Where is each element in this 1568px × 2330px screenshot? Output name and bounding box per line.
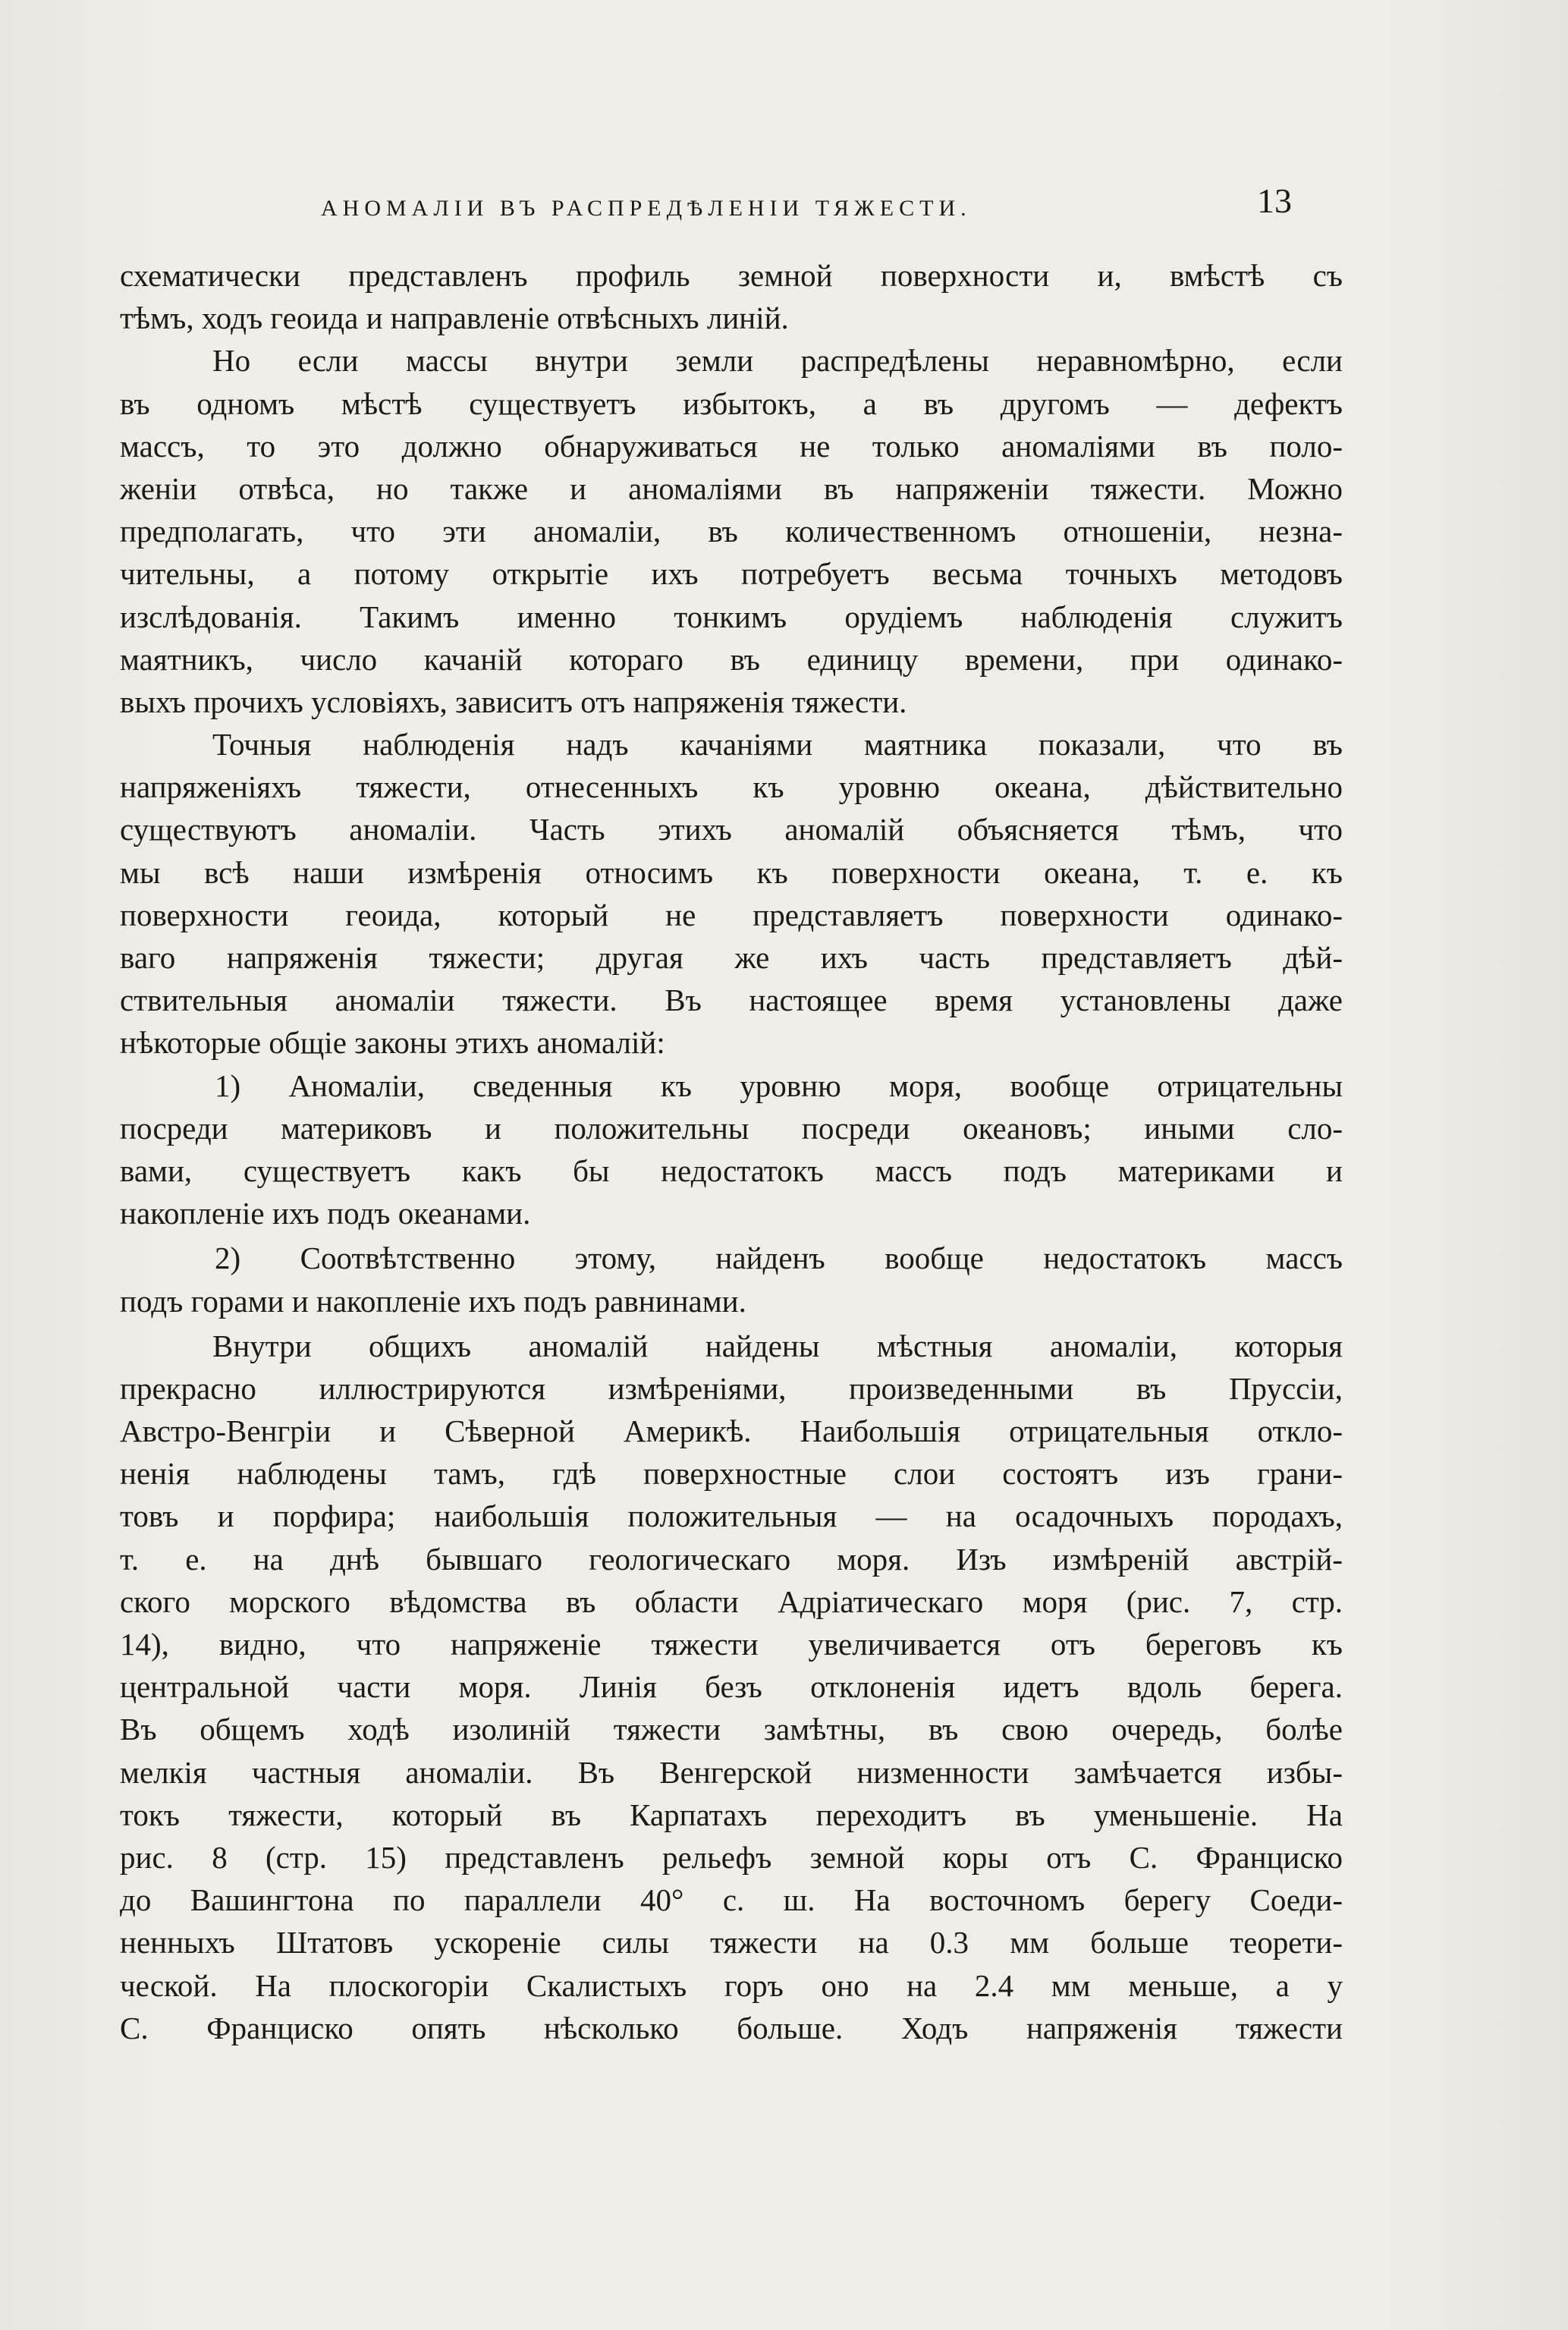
text-line: чительны, а потому открытіе ихъ потребуетъ весьма точныхъ методовъ	[120, 556, 1343, 592]
text-line: товъ и порфира; наибольшія положительныя — на осадочныхъ породахъ,	[120, 1498, 1343, 1534]
text-line: рис. 8 (стр. 15) представленъ рельефъ земной коры отъ С. Франциско	[120, 1839, 1343, 1875]
page-number: 13	[1257, 181, 1292, 220]
text-line: накопленіе ихъ подъ океанами.	[120, 1196, 531, 1231]
text-line: Въ общемъ ходѣ изолиній тяжести замѣтны, въ свою очередь, болѣе	[120, 1712, 1343, 1747]
text-line: массъ, то это должно обнаруживаться не только аномаліями въ поло-	[120, 428, 1343, 464]
text-line: мелкія частныя аномаліи. Въ Венгерской низменности замѣчается избы-	[120, 1754, 1343, 1790]
text-line: подъ горами и накопленіе ихъ подъ равнинами.	[120, 1283, 746, 1319]
text-line: С. Франциско опять нѣсколько больше. Ходъ напряженія тяжести	[120, 2010, 1343, 2045]
text-line: ваго напряженія тяжести; другая же ихъ часть представляетъ дѣй-	[120, 940, 1343, 975]
text-line: прекрасно иллюстрируются измѣреніями, произведенными въ Пруссіи,	[120, 1370, 1343, 1406]
text-line: вами, существуетъ какъ бы недостатокъ массъ подъ материками и	[120, 1152, 1343, 1188]
text-line: нѣкоторые общіе законы этихъ аномалій:	[120, 1025, 665, 1061]
text-line: женіи отвѣса, но также и аномаліями въ напряженіи тяжести. Можно	[120, 470, 1343, 506]
text-line: до Вашингтона по параллели 40° с. ш. На восточномъ берегу Соеди-	[120, 1882, 1343, 1918]
text-line: центральной части моря. Линія безъ отклоненія идетъ вдоль берега.	[120, 1669, 1343, 1705]
text-line: ненія наблюдены тамъ, гдѣ поверхностные слои состоятъ изъ грани-	[120, 1456, 1343, 1492]
text-line: т. е. на днѣ бывшаго геологическаго моря. Изъ измѣреній австрій-	[120, 1541, 1343, 1577]
text-line: 2) Соотвѣтственно этому, найденъ вообще недостатокъ массъ	[215, 1240, 1343, 1276]
text-line: ствительныя аномаліи тяжести. Въ настоящее время установлены даже	[120, 983, 1343, 1018]
text-line: токъ тяжести, который въ Карпатахъ переходитъ въ уменьшеніе. На	[120, 1797, 1343, 1832]
text-line: въ одномъ мѣстѣ существуетъ избытокъ, а въ другомъ — дефектъ	[120, 385, 1343, 421]
text-line: ского морского вѣдомства въ области Адріатическаго моря (рис. 7, стр.	[120, 1583, 1343, 1619]
text-line: посреди материковъ и положительны посреди океановъ; иными сло-	[120, 1110, 1343, 1146]
text-line: предполагать, что эти аномаліи, въ количественномъ отношеніи, незна-	[120, 514, 1343, 549]
page-header	[120, 181, 1326, 234]
text-line: поверхности геоида, который не представляетъ поверхности одинако-	[120, 897, 1343, 932]
text-line: существуютъ аномаліи. Часть этихъ аномалій объясняется тѣмъ, что	[120, 812, 1343, 847]
text-line: Австро-Венгріи и Сѣверной Америкѣ. Наибольшія отрицательныя откло-	[120, 1413, 1343, 1449]
running-title: АНОМАЛІИ ВЪ РАСПРЕДѢЛЕНІИ ТЯЖЕСТИ.	[321, 196, 972, 221]
body-text	[120, 254, 1343, 2049]
text-line: Но если массы внутри земли распредѣлены неравномѣрно, если	[212, 343, 1343, 379]
text-line: тѣмъ, ходъ геоида и направленіе отвѣсныхъ линій.	[120, 300, 789, 336]
text-line: схематически представленъ профиль земной поверхности и, вмѣстѣ съ	[120, 258, 1343, 293]
text-line: ческой. На плоскогоріи Скалистыхъ горъ оно на 2.4 мм меньше, а у	[120, 1967, 1343, 2003]
text-line: маятникъ, число качаній котораго въ единицу времени, при одинако-	[120, 641, 1343, 677]
text-line: напряженіяхъ тяжести, отнесенныхъ къ уровню океана, дѣйствительно	[120, 769, 1343, 805]
text-line: ненныхъ Штатовъ ускореніе силы тяжести на 0.3 мм больше теорети-	[120, 1925, 1343, 1961]
text-line: Внутри общихъ аномалій найдены мѣстныя аномаліи, которыя	[212, 1328, 1343, 1363]
text-line: 14), видно, что напряженіе тяжести увеличивается отъ береговъ къ	[120, 1627, 1343, 1662]
text-line: выхъ прочихъ условіяхъ, зависитъ отъ напряженія тяжести.	[120, 684, 907, 719]
text-line: изслѣдованія. Такимъ именно тонкимъ орудіемъ наблюденія служитъ	[120, 599, 1343, 634]
text-line: Точныя наблюденія надъ качаніями маятника показали, что въ	[212, 727, 1343, 763]
text-line: мы всѣ наши измѣренія относимъ къ поверхности океана, т. е. къ	[120, 854, 1343, 890]
text-line: 1) Аномаліи, сведенныя къ уровню моря, вообще отрицательны	[215, 1068, 1343, 1103]
